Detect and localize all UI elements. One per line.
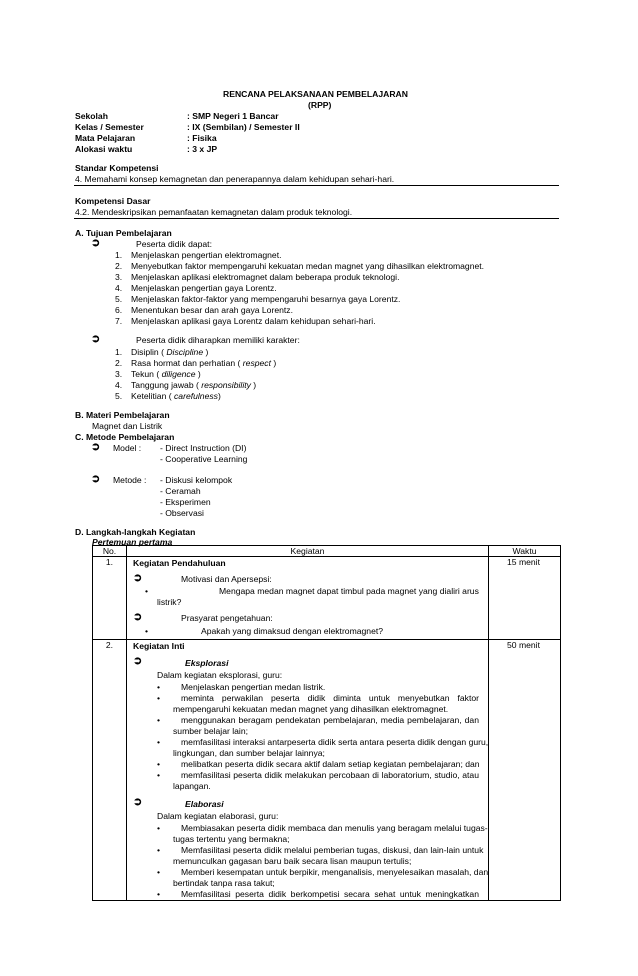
identity-label: Alokasi waktu	[75, 144, 133, 154]
pertemuan-label: Pertemuan pertama	[92, 537, 173, 547]
row-kegiatan	[127, 557, 489, 640]
list-item: Menjelaskan pengertian gaya Lorentz.	[131, 283, 277, 293]
arrow-bullet-icon: ➲	[91, 473, 101, 485]
bullet-icon: •	[157, 682, 161, 692]
list-item-cont: tugas tertentu yang bermakna;	[173, 834, 290, 844]
model-label: Model :	[113, 443, 142, 453]
materi-heading: B. Materi Pembelajaran	[75, 410, 170, 420]
bullet-icon: •	[157, 867, 161, 877]
bullet-icon: •	[157, 693, 161, 703]
list-item: memfasilitasi peserta didik melakukan percobaan di laboratorium, studio, atau	[181, 770, 479, 780]
identity-value: : IX (Sembilan) / Semester II	[187, 122, 300, 132]
sk-heading: Standar Kompetensi	[75, 163, 159, 173]
col-waktu-header: Waktu	[489, 546, 561, 557]
list-item: melibatkan peserta didik secara aktif dalam setiap kegiatan pembelajaran; dan	[181, 759, 480, 769]
metode-item: - Eksperimen	[160, 497, 211, 507]
eksplorasi-intro: Dalam kegiatan eksplorasi, guru:	[157, 670, 283, 680]
karakter-intro: Peserta didik diharapkan memiliki karakter:	[136, 335, 300, 345]
list-item: Disiplin ( Discipline )	[131, 347, 209, 357]
list-item: Menyebutkan faktor mempengaruhi kekuatan medan magnet yang dihasilkan elektromagnet.	[131, 261, 485, 271]
list-item: Membiasakan peserta didik membaca dan menulis yang beragam melalui tugas-	[181, 823, 488, 833]
list-item-cont: lingkungan, dan sumber belajar lainnya;	[173, 748, 325, 758]
sk-text: 4. Memahami konsep kemagnetan dan penerapannya dalam kehidupan sehari-hari.	[75, 174, 395, 184]
row-kegiatan	[127, 640, 489, 901]
list-item-cont: memunculkan gagasan baru baik secara lisan maupun tertulis;	[173, 856, 412, 866]
elaborasi-label: Elaborasi	[185, 799, 224, 809]
model-item: - Direct Instruction (DI)	[160, 443, 247, 453]
list-item: Menjelaskan faktor-faktor yang mempengaruhi besarnya gaya Lorentz.	[131, 294, 401, 304]
identity-label: Kelas / Semester	[75, 122, 144, 132]
question-text: Mengapa medan magnet dapat timbul pada magnet yang dialiri arus	[219, 586, 479, 596]
model-item: - Cooperative Learning	[160, 454, 248, 464]
bullet-icon: •	[145, 626, 149, 636]
divider	[74, 218, 559, 219]
kd-heading: Kompetensi Dasar	[75, 196, 151, 206]
metode-item: - Observasi	[160, 508, 204, 518]
bullet-icon: •	[157, 737, 161, 747]
list-item: Tanggung jawab ( responsibility )	[131, 380, 257, 390]
prasyarat-label: Prasyarat pengetahuan:	[181, 613, 273, 623]
row-title: Kegiatan Inti	[133, 641, 185, 651]
materi-text: Magnet dan Listrik	[92, 421, 163, 431]
list-item: Memfasilitasi peserta didik berkompetisi secara sehat untuk meningkatkan	[181, 889, 479, 899]
list-item: Tekun ( diligence )	[131, 369, 201, 379]
elaborasi-intro: Dalam kegiatan elaborasi, guru:	[157, 811, 279, 821]
list-item: Ketelitian ( carefulness)	[131, 391, 221, 401]
list-item-cont: mempengaruhi kekuatan medan magnet yang dihasilkan elektromagnet.	[173, 704, 449, 714]
metode-item: - Diskusi kelompok	[160, 475, 233, 485]
langkah-heading: D. Langkah-langkah Kegiatan	[75, 527, 196, 537]
table-header-row	[93, 546, 561, 557]
list-item: Menjelaskan aplikasi gaya Lorentz dalam kehidupan sehari-hari.	[131, 316, 376, 326]
list-item-cont: lapangan.	[173, 781, 211, 791]
list-item: meminta perwakilan peserta didik diminta untuk menyebutkan faktor	[181, 693, 479, 703]
bullet-icon: •	[145, 586, 149, 596]
metode-label: Metode :	[113, 475, 147, 485]
question-text: Apakah yang dimaksud dengan elektromagnet?	[201, 626, 384, 636]
col-kegiatan-header: Kegiatan	[127, 546, 489, 557]
motivasi-label: Motivasi dan Apersepsi:	[181, 574, 272, 584]
arrow-bullet-icon: ➲	[133, 655, 143, 667]
table-row	[93, 557, 561, 640]
bullet-icon: •	[157, 715, 161, 725]
tujuan-heading: A. Tujuan Pembelajaran	[75, 228, 172, 238]
row-no: 2.	[93, 640, 127, 901]
list-item: Menjelaskan aplikasi elektromagnet dalam beberapa produk teknologi.	[131, 272, 400, 282]
identity-value: : SMP Negeri 1 Bancar	[187, 111, 279, 121]
arrow-bullet-icon: ➲	[91, 237, 101, 249]
list-item: menggunakan beragam pendekatan pembelajaran, media pembelajaran, dan	[181, 715, 479, 725]
question-text-cont: listrik?	[157, 597, 182, 607]
list-item: Menentukan besar dan arah gaya Lorentz.	[131, 305, 293, 315]
list-item-cont: bertindak tanpa rasa takut;	[173, 878, 275, 888]
list-item: memfasilitasi interaksi antarpeserta didik serta antara peserta didik dengan guru,	[181, 737, 489, 747]
list-item: Rasa hormat dan perhatian ( respect )	[131, 358, 277, 368]
identity-value: : 3 x JP	[187, 144, 218, 154]
tujuan-intro: Peserta didik dapat:	[136, 239, 212, 249]
list-item-cont: sumber belajar lain;	[173, 726, 248, 736]
col-no-header: No.	[93, 546, 127, 557]
arrow-bullet-icon: ➲	[133, 796, 143, 808]
row-no: 1.	[93, 557, 127, 640]
row-waktu: 50 menit	[489, 640, 561, 901]
bullet-icon: •	[157, 770, 161, 780]
row-waktu: 15 menit	[489, 557, 561, 640]
bullet-icon: •	[157, 823, 161, 833]
identity-value: : Fisika	[187, 133, 217, 143]
list-item: Menjelaskan pengertian medan listrik.	[181, 682, 326, 692]
bullet-icon: •	[157, 845, 161, 855]
list-item: Menjelaskan pengertian elektromagnet.	[131, 250, 282, 260]
list-item: Memfasilitasi peserta didik melalui pemberian tugas, diskusi, dan lain-lain untuk	[181, 845, 484, 855]
arrow-bullet-icon: ➲	[133, 611, 143, 623]
list-item: Memberi kesempatan untuk berpikir, menganalisis, menyelesaikan masalah, dan	[181, 867, 489, 877]
divider	[74, 185, 559, 186]
bullet-icon: •	[157, 889, 161, 899]
arrow-bullet-icon: ➲	[91, 333, 101, 345]
page-subtitle: (RPP)	[308, 100, 332, 110]
kegiatan-table	[92, 545, 561, 901]
identity-label: Sekolah	[75, 111, 108, 121]
bullet-icon: •	[157, 759, 161, 769]
eksplorasi-label: Eksplorasi	[185, 658, 229, 668]
metode-item: - Ceramah	[160, 486, 201, 496]
page-title: RENCANA PELAKSANAAN PEMBELAJARAN	[223, 89, 408, 99]
arrow-bullet-icon: ➲	[133, 572, 143, 584]
metode-heading: C. Metode Pembelajaran	[75, 432, 175, 442]
kd-text: 4.2. Mendeskripsikan pemanfaatan kemagnetan dalam produk teknologi.	[75, 207, 353, 217]
arrow-bullet-icon: ➲	[91, 441, 101, 453]
row-title: Kegiatan Pendahuluan	[133, 558, 226, 568]
table-row	[93, 640, 561, 901]
identity-label: Mata Pelajaran	[75, 133, 136, 143]
